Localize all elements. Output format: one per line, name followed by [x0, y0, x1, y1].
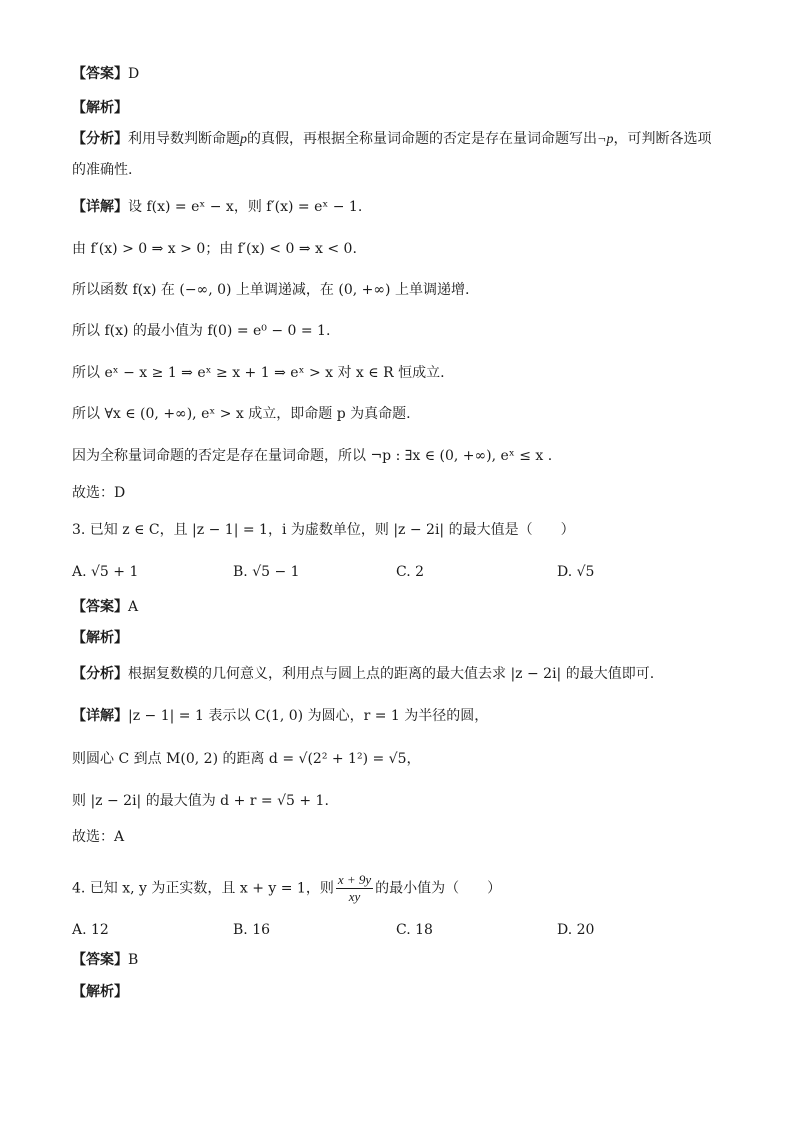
answer-line: 【答案】B	[72, 952, 139, 968]
option-d: D. 20	[557, 922, 595, 938]
option-d: D. √5	[557, 564, 595, 580]
detail-line: 所以 eˣ − x ≥ 1 ⇒ eˣ ≥ x + 1 ⇒ eˣ > x 对 x ∈ R 恒成立.	[72, 365, 445, 381]
detail-line: 所以函数 f(x) 在 (−∞, 0) 上单调递减，在 (0, +∞) 上单调递增.	[72, 282, 470, 298]
option-b: B. √5 − 1	[233, 564, 300, 580]
detail-line: 所以 ∀x ∈ (0, +∞), eˣ > x 成立，即命题 p 为真命题.	[72, 406, 411, 422]
option-b: B. 16	[233, 922, 271, 938]
answer-line: 【答案】A	[72, 599, 139, 615]
fraction: $\frac{x + 9y}{xy}$	[337, 872, 372, 904]
answer-value: D	[128, 66, 140, 82]
xiangjie-line: 【详解】|z − 1| = 1 表示以 C(1, 0) 为圆心，r = 1 为半径的圆，	[72, 708, 489, 724]
answer-tag: 【答案】	[72, 66, 128, 82]
option-a: A. √5 + 1	[72, 564, 139, 580]
option-c: C. 2	[396, 564, 425, 580]
option-c: C. 18	[396, 922, 433, 938]
xiangjie-line: 【详解】设 f(x) = eˣ − x，则 f′(x) = eˣ − 1.	[72, 199, 363, 215]
option-a: A. 12	[72, 922, 109, 938]
detail-line: 由 f′(x) > 0 ⇒ x > 0；由 f′(x) < 0 ⇒ x < 0.	[72, 241, 357, 257]
analysis-heading: 【解析】	[72, 100, 128, 116]
detail-line: 所以 f(x) 的最小值为 f(0) = e⁰ − 0 = 1.	[72, 323, 331, 339]
fenxi-line: 【分析】根据复数模的几何意义，利用点与圆上点的距离的最大值去求 |z − 2i| 的最大值即可.	[72, 666, 655, 682]
analysis-heading: 【解析】	[72, 984, 128, 1000]
question-stem: 4. 已知 x, y 为正实数，且 x + y = 1，则 $\frac{x + 9y}{xy}$ 的最小值为（ ）	[72, 872, 502, 904]
question-stem: 3. 已知 z ∈ C，且 |z − 1| = 1，i 为虚数单位，则 |z − 2i| 的最大值是（ ）	[72, 522, 575, 538]
fenxi-line-2: 的准确性.	[72, 162, 133, 178]
answer-line	[72, 64, 139, 84]
choice-line: 故选：A	[72, 829, 125, 845]
analysis-heading: 【解析】	[72, 630, 128, 646]
detail-line: 则 |z − 2i| 的最大值为 d + r = √5 + 1.	[72, 793, 329, 809]
fenxi-line: 【分析】利用导数判断命题p的真假，再根据全称量词命题的否定是存在量词命题写出¬p，可判断各选项	[72, 131, 712, 147]
detail-line: 则圆心 C 到点 M(0, 2) 的距离 d = √(2² + 1²) = √5，	[72, 751, 421, 767]
detail-line: 因为全称量词命题的否定是存在量词命题，所以 ¬p : ∃x ∈ (0, +∞), eˣ ≤ x .	[72, 448, 553, 464]
choice-line: 故选：D	[72, 485, 126, 501]
